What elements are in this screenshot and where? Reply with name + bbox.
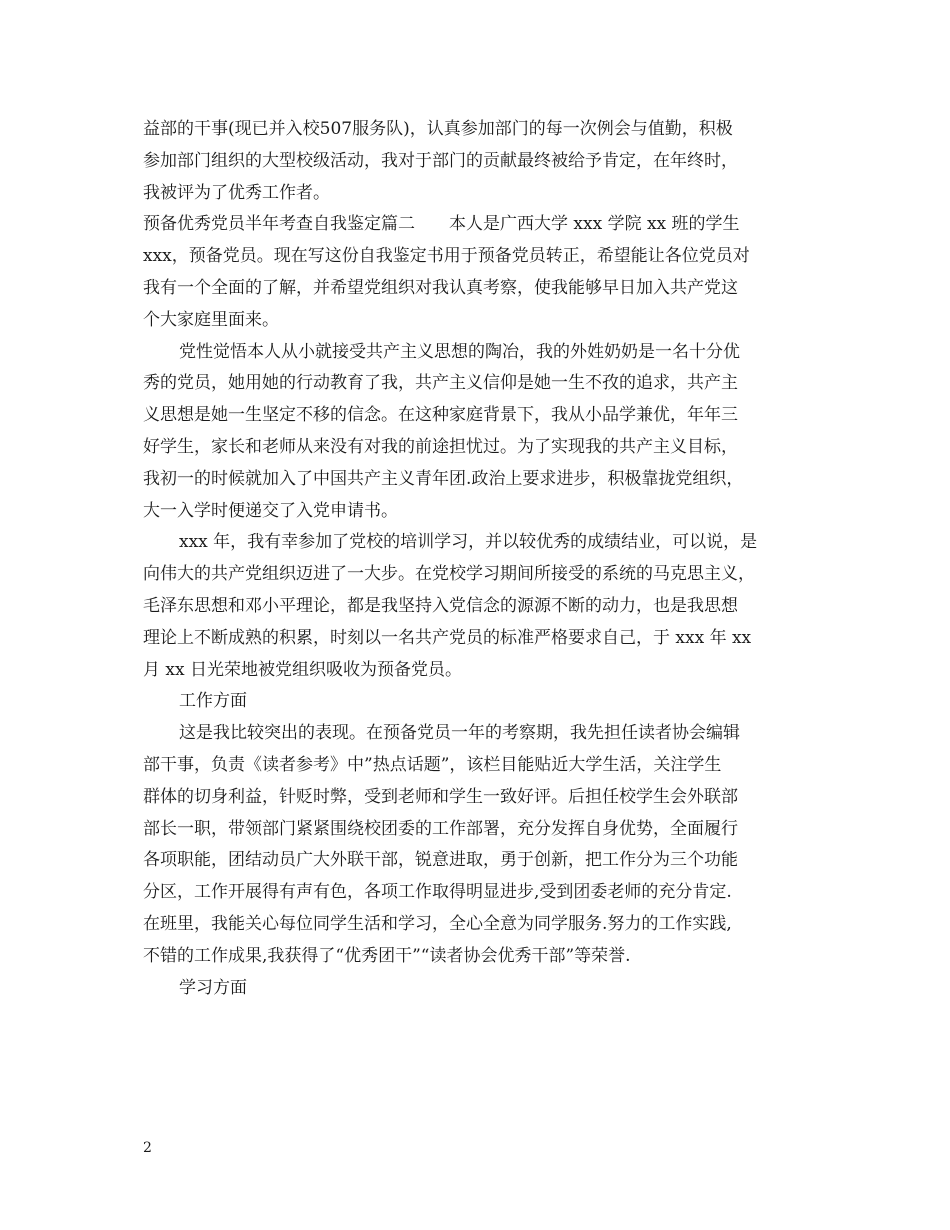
- text-line: 群体的切身利益，针贬时弊，受到老师和学生一致好评。后担任校学生会外联部: [143, 786, 738, 807]
- text-line: 工作方面: [179, 691, 247, 712]
- text-line: 益部的干事(现已并入校507服务队)，认真参加部门的每一次例会与值勤，积极: [143, 119, 733, 139]
- page-number: 2: [143, 1140, 152, 1156]
- text-line: 秀的党员，她用她的行动教育了我，共产主义信仰是她一生不孜的追求，共产主: [143, 373, 738, 394]
- text-line: 预备优秀党员半年考查自我鉴定篇二 本人是广西大学 xxx 学院 xx 班的学生: [143, 214, 740, 235]
- text-line: 这是我比较突出的表现。在预备党员一年的考察期，我先担任读者协会编辑: [179, 723, 740, 744]
- text-line: xxx，预备党员。现在写这份自我鉴定书用于预备党员转正，希望能让各位党员对: [143, 246, 750, 267]
- text-line: 部干事，负责《读者参考》中”热点话题”，该栏目能贴近大学生活，关注学生: [143, 754, 722, 775]
- text-line: 党性觉悟本人从小就接受共产主义思想的陶冶，我的外姓奶奶是一名十分优: [179, 341, 740, 362]
- text-line: 各项职能，团结动员广大外联干部，锐意进取，勇于创新，把工作分为三个功能: [143, 850, 738, 871]
- text-line: 在班里，我能关心每位同学生活和学习，全心全意为同学服务.努力的工作实践,: [143, 913, 732, 934]
- text-line: 不错的工作成果,我获得了“优秀团干”“读者协会优秀干部”等荣誉.: [143, 945, 631, 966]
- text-line: 大一入学时便递交了入党申请书。: [143, 500, 398, 521]
- text-line: 学习方面: [179, 977, 247, 998]
- text-line: 我有一个全面的了解，并希望党组织对我认真考察，使我能够早日加入共产党这: [143, 277, 738, 298]
- text-line: 好学生，家长和老师从来没有对我的前途担忧过。为了实现我的共产主义目标，: [143, 436, 738, 457]
- text-line: 个大家庭里面来。: [143, 309, 279, 330]
- text-line: 月 xx 日光荣地被党组织吸收为预备党员。: [143, 659, 462, 680]
- text-line: 义思想是她一生坚定不移的信念。在这种家庭背景下，我从小品学兼优，年年三: [143, 405, 738, 426]
- body-text: [143, 114, 823, 1004]
- text-line: 参加部门组织的大型校级活动，我对于部门的贡献最终被给予肯定，在年终时，: [143, 150, 738, 171]
- text-line: 分区，工作开展得有声有色，各项工作取得明显进步,受到团委老师的充分肯定.: [143, 882, 732, 903]
- text-line: 理论上不断成熟的积累，时刻以一名共产党员的标准严格要求自己，于 xxx 年 xx: [143, 627, 752, 648]
- text-line: 向伟大的共产党组织迈进了一大步。在党校学习期间所接受的系统的马克思主义，: [143, 564, 755, 585]
- text-line: 我被评为了优秀工作者。: [143, 182, 330, 203]
- text-line: 毛泽东思想和邓小平理论，都是我坚持入党信念的源源不断的动力，也是我思想: [143, 595, 738, 616]
- text-line: 部长一职，带领部门紧紧围绕校团委的工作部署，充分发挥自身优势，全面履行: [143, 818, 738, 839]
- text-line: 我初一的时候就加入了中国共产主义青年团.政治上要求进步，积极靠拢党组织，: [143, 468, 744, 489]
- text-line: xxx 年，我有幸参加了党校的培训学习，并以较优秀的成绩结业，可以说，是: [179, 532, 758, 553]
